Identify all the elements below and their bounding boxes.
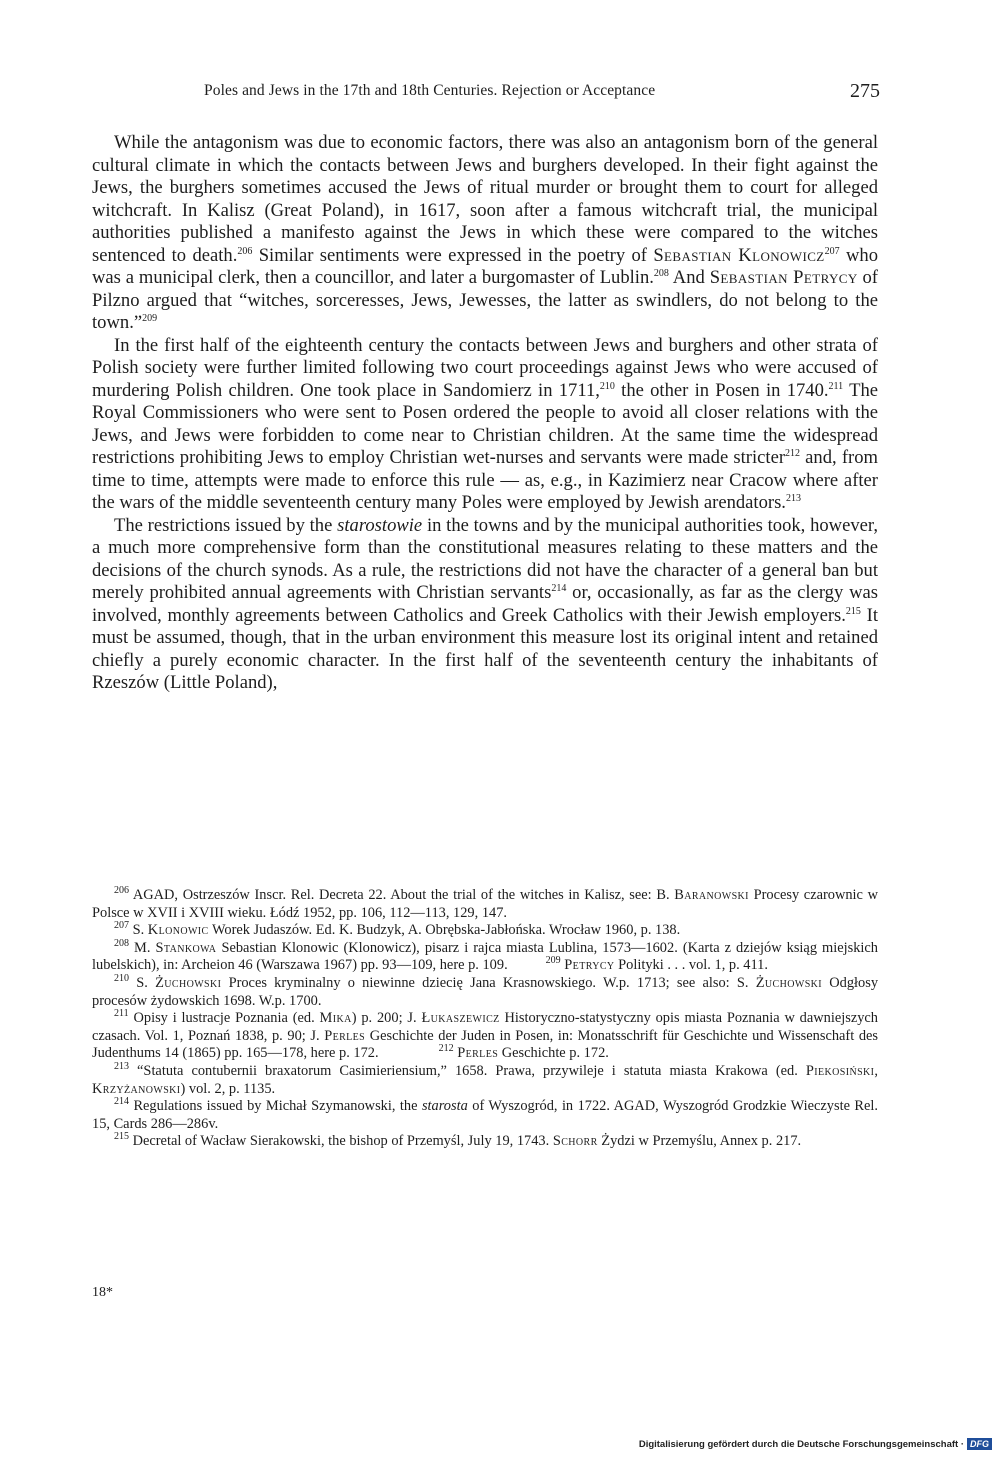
digitization-credit — [639, 1438, 992, 1450]
footnote-ref-211: 211 — [828, 380, 844, 392]
author-name: Perles — [324, 1027, 366, 1044]
text-run: Opisy i lustracje Poznania (ed. — [128, 1010, 320, 1027]
author-name: Krzyżanowski — [92, 1080, 181, 1097]
footnote-number: 210 — [114, 973, 129, 985]
text-run: Proces kryminalny o niewinne dziecię Jana Krasnowskiego. W.p. 1713; see also: S. — [221, 974, 756, 991]
italic-term: starostowie — [337, 514, 423, 536]
page-number: 275 — [850, 80, 880, 102]
text-run: And — [668, 267, 710, 288]
footnote-ref-208: 208 — [653, 267, 669, 279]
paragraph-2 — [92, 335, 878, 515]
text-run: AGAD, Ostrzeszów Inscr. Rel. Decreta 22. About the trial of the witches in Kalisz, see: B. — [129, 887, 675, 903]
text-run: In the first half of the eighteenth century the contacts between Jews and burghers and other strata of Polish society were further limited following two court proceedings against Jews who were accused of murdering Polish children. One took place in Sandomierz in 1711, — [92, 334, 878, 401]
inline-footnote-212 — [439, 1045, 609, 1061]
footnote-ref-209: 209 — [142, 312, 158, 324]
text-run: Historyczno-statystyczny opis miasta Poznania w dawniejszych czasach. Vol. 1, Poznań 1838, p. 90; J. — [92, 1010, 878, 1044]
footnote-ref-207: 207 — [824, 245, 840, 257]
text-run: Geschichte p. 172. — [498, 1045, 609, 1062]
author-name: Perles — [457, 1045, 499, 1062]
paragraph-1 — [92, 132, 878, 335]
footnote-207 — [92, 922, 878, 940]
footnote-number: 206 — [114, 885, 129, 897]
sheet-signature: 18* — [92, 1285, 113, 1300]
footnote-number: 215 — [114, 1131, 129, 1143]
text-run: “Statuta contubernii braxatorum Casimieriensium,” 1658. Prawa, przywileje i statuta miasta Krakowa (ed. — [129, 1062, 806, 1079]
text-run: who was a municipal clerk, then a councillor, and later a burgomaster of Lublin. — [92, 244, 878, 288]
author-name: Żuchowski — [155, 974, 222, 991]
footnote-number: 214 — [114, 1096, 129, 1108]
inline-footnote-209 — [546, 957, 768, 973]
footnote-number: 213 — [114, 1061, 129, 1073]
footnote-ref-212: 212 — [785, 447, 801, 459]
text-run: The Royal Commissioners who were sent to Posen ordered the people to avoid all closer relations with the Jews, and Jews were forbidden to come near to Christian children. At the same time the widespread restrictions prohibiting Jews to employ Christian wet-nurses and servants were made stricter — [92, 379, 878, 468]
footnote-number: 207 — [114, 920, 129, 932]
author-name: Sebastian Klonowicz — [653, 244, 825, 266]
dfg-logo: DFG — [967, 1438, 992, 1450]
text-run: the other in Posen in 1740. — [614, 379, 829, 401]
text-run: ) vol. 2, p. 1135. — [180, 1080, 276, 1097]
text-run: Odgłosy procesów żydowskich 1698. W.p. 1700. — [92, 974, 879, 1009]
author-name: Łukaszewicz — [421, 1010, 500, 1027]
footnote-213 — [92, 1063, 878, 1098]
text-run: Decretal of Wacław Sierakowski, the bishop of Przemyśl, July 19, 1743. — [129, 1133, 553, 1150]
footnote-number: 209 — [545, 955, 561, 967]
text-run: Regulations issued by Michał Szymanowski, the — [129, 1098, 422, 1115]
text-run: Żydzi w Przemyślu, Annex p. 217. — [597, 1133, 802, 1150]
text-run: Similar sentiments were expressed in the poetry of — [252, 244, 654, 266]
running-header — [92, 82, 880, 108]
footnote-ref-206: 206 — [237, 245, 253, 257]
footnote-214 — [92, 1098, 878, 1133]
author-name: Sebastian Petrycy — [709, 267, 858, 288]
text-run: ) p. 200; J. — [351, 1010, 422, 1027]
text-run: Procesy czarownic w Polsce w XVII i XVIII wieku. Łódź 1952, pp. 106, 112—113, 129, 147. — [92, 887, 878, 921]
author-name: Schorr — [552, 1133, 598, 1150]
footnotes — [92, 887, 878, 1151]
text-run: in the towns and by the municipal authorities took, however, a much more comprehensive form than the constitutional measures relating to these matters and the decisions of the church synods. As a rule, the restrictions did not have the character of a general ban but merely prohibited annual agreements with Christian servants — [92, 514, 879, 603]
text-run: While the antagonism was due to economic factors, there was also an antagonism born of the general cultural climate in which the contacts between Jews and burghers developed. In their fight against the Jews, the burghers sometimes accused the Jews of ritual murder or brought them to court for alleged witchcraft. In Kalisz (Great Poland), in 1617, soon after a famous witchcraft trial, the municipal authorities published a manifesto against the Jews in which these were compared to the witches sentenced to death. — [92, 132, 878, 266]
author-name: Żuchowski — [755, 974, 823, 991]
text-run: It must be assumed, though, that in the urban environment this measure lost its original intent and retained chiefly a purely economic character. In the first half of the seventeenth century the inhabitants of Rzeszów (Little Poland), — [92, 604, 878, 693]
text-run: Geschichte der Juden in Posen, in: Monatsschrift für Geschichte und Wissenschaft des Judenthums 14 (1865) pp. 165—178, here p. 172. — [92, 1027, 879, 1062]
text-run: , — [874, 1062, 878, 1079]
footnote-number: 211 — [114, 1008, 129, 1020]
author-name: Baranowski — [674, 887, 749, 903]
text-run: S. — [129, 974, 156, 991]
text-run: of Pilzno argued that “witches, sorceresses, Jews, Jewesses, the latter as swindlers, do not belong to the town.” — [92, 267, 878, 333]
author-name: Klonowic — [147, 922, 209, 939]
text-run: and, from time to time, attempts were made to enforce this rule — as, e.g., in Kazimierz near Cracow where after the wars of the middle seventeenth century many Poles were employed by Jewish arendators. — [92, 447, 878, 513]
footnote-ref-213: 213 — [785, 492, 801, 504]
text-run: M. — [129, 939, 156, 956]
author-name: Stankowa — [155, 939, 217, 956]
footnote-211 — [92, 1010, 878, 1063]
italic-term: starosta — [421, 1098, 468, 1115]
footnote-210 — [92, 975, 878, 1010]
text-run: Worek Judaszów. Ed. K. Budzyk, A. Obrębska-Jabłońska. Wrocław 1960, p. 138. — [208, 922, 681, 939]
running-head-title: Poles and Jews in the 17th and 18th Centuries. Rejection or Acceptance — [204, 82, 656, 99]
author-name: Petrycy — [564, 957, 615, 974]
footnote-206 — [92, 887, 878, 922]
footnote-ref-215: 215 — [845, 605, 861, 617]
text-run: Polityki . . . vol. 1, p. 411. — [614, 957, 768, 974]
main-text — [92, 132, 878, 695]
paragraph-3 — [92, 515, 878, 695]
author-name: Piekosiński — [805, 1062, 875, 1079]
text-run: S. — [129, 922, 148, 939]
footnote-ref-214: 214 — [551, 582, 567, 594]
footnote-number: 212 — [438, 1043, 454, 1055]
footnote-208 — [92, 937, 879, 975]
author-name: Mika — [319, 1010, 352, 1027]
text-run: of Wyszogród, in 1722. AGAD, Wyszogród Grodzkie Wieczyste Rel. 15, Cards 286—286v. — [92, 1098, 878, 1132]
text-run: Sebastian Klonowic (Klonowicz), pisarz i rajca miasta Lublina, 1573—1602. (Karta z dziejów ksiąg miejskich lubelskich), in: Archeion 46 (Warszawa 1967) pp. 93—109, here p. 109. — [92, 939, 879, 974]
credit-text: Digitalisierung gefördert durch die Deutsche Forschungsgemeinschaft · — [638, 1438, 964, 1450]
footnote-215 — [92, 1133, 878, 1151]
text-run: or, occasionally, as far as the clergy was involved, monthly agreements between Catholics and Greek Catholics with their Jewish employers. — [92, 582, 879, 626]
text-run: The restrictions issued by the — [114, 514, 338, 536]
footnote-number: 208 — [114, 937, 129, 949]
footnote-ref-210: 210 — [599, 380, 615, 392]
